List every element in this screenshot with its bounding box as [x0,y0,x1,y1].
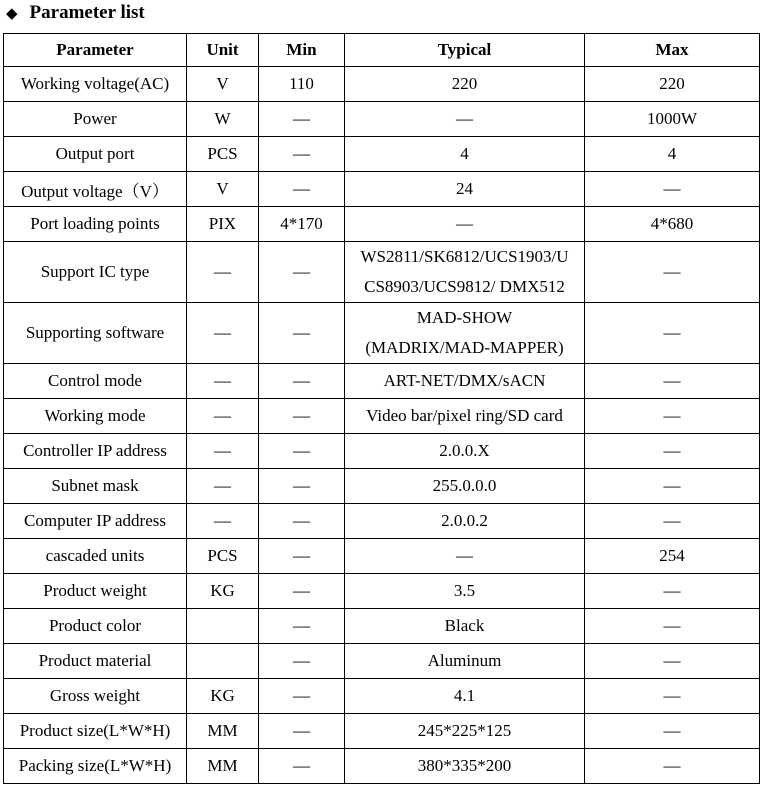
cell-parameter: Packing size(L*W*H) [4,749,187,784]
cell-parameter: Support IC type [4,242,187,303]
cell-max: — [585,609,760,644]
table-header-row [4,34,760,67]
cell-parameter: Controller IP address [4,434,187,469]
table-row [4,574,760,609]
cell-parameter: Control mode [4,364,187,399]
table-row [4,172,760,207]
cell-max: — [585,303,760,364]
cell-unit: PCS [187,539,259,574]
table-row [4,539,760,574]
cell-parameter: Product size(L*W*H) [4,714,187,749]
cell-max: — [585,434,760,469]
table-row [4,609,760,644]
cell-unit: V [187,67,259,102]
cell-unit: KG [187,679,259,714]
section-heading [6,0,145,26]
cell-unit: — [187,303,259,364]
cell-typical: 2.0.0.X [345,434,585,469]
cell-unit [187,644,259,679]
cell-typical: MAD-SHOW (MADRIX/MAD-MAPPER) [345,303,585,364]
cell-typical: 380*335*200 [345,749,585,784]
cell-min: 110 [259,67,345,102]
cell-min: — [259,303,345,364]
table-row [4,504,760,539]
table-row [4,469,760,504]
table-row [4,399,760,434]
cell-parameter: cascaded units [4,539,187,574]
cell-min: — [259,137,345,172]
table-row [4,207,760,242]
cell-typical: Video bar/pixel ring/SD card [345,399,585,434]
cell-min: — [259,609,345,644]
cell-min: — [259,172,345,207]
parameter-table [3,33,760,784]
table-row [4,714,760,749]
cell-typical: — [345,207,585,242]
cell-parameter: Power [4,102,187,137]
column-header-unit: Unit [187,34,259,67]
table-row [4,749,760,784]
cell-min: — [259,434,345,469]
table-row [4,303,760,364]
cell-max: — [585,399,760,434]
cell-unit: PCS [187,137,259,172]
cell-min: — [259,469,345,504]
cell-min: — [259,364,345,399]
diamond-bullet-icon: ◆ [6,5,18,22]
cell-unit: — [187,242,259,303]
table-row [4,679,760,714]
column-header-min: Min [259,34,345,67]
cell-typical: 2.0.0.2 [345,504,585,539]
table-row [4,644,760,679]
cell-min: — [259,399,345,434]
cell-min: — [259,102,345,137]
cell-max: — [585,504,760,539]
section-title: Parameter list [29,2,145,23]
cell-unit: — [187,504,259,539]
cell-parameter: Computer IP address [4,504,187,539]
cell-unit: PIX [187,207,259,242]
table-row [4,137,760,172]
column-header-typical: Typical [345,34,585,67]
cell-typical: — [345,539,585,574]
cell-unit: MM [187,749,259,784]
cell-unit: V [187,172,259,207]
cell-min: — [259,749,345,784]
cell-min: — [259,539,345,574]
cell-max: — [585,364,760,399]
cell-max: — [585,172,760,207]
cell-min: — [259,504,345,539]
cell-typical: Black [345,609,585,644]
cell-max: 4 [585,137,760,172]
cell-typical: 4.1 [345,679,585,714]
table-row [4,434,760,469]
cell-max: — [585,574,760,609]
cell-min: — [259,644,345,679]
cell-min: — [259,714,345,749]
cell-max: — [585,679,760,714]
cell-parameter: Supporting software [4,303,187,364]
cell-unit: W [187,102,259,137]
cell-typical: 24 [345,172,585,207]
cell-max: 1000W [585,102,760,137]
cell-max: — [585,242,760,303]
cell-max: 254 [585,539,760,574]
cell-parameter: Subnet mask [4,469,187,504]
column-header-max: Max [585,34,760,67]
cell-parameter: Working voltage(AC) [4,67,187,102]
table-body [4,67,760,784]
cell-parameter: Product weight [4,574,187,609]
cell-parameter: Gross weight [4,679,187,714]
cell-unit: MM [187,714,259,749]
cell-min: — [259,574,345,609]
cell-parameter: Product material [4,644,187,679]
cell-max: — [585,714,760,749]
cell-unit: — [187,434,259,469]
cell-unit: — [187,469,259,504]
column-header-parameter: Parameter [4,34,187,67]
cell-typical: Aluminum [345,644,585,679]
cell-max: — [585,749,760,784]
cell-min: — [259,679,345,714]
cell-parameter: Output port [4,137,187,172]
cell-typical: — [345,102,585,137]
table-row [4,67,760,102]
table-row [4,242,760,303]
cell-typical: 245*225*125 [345,714,585,749]
cell-parameter: Working mode [4,399,187,434]
cell-typical: ART-NET/DMX/sACN [345,364,585,399]
table-row [4,102,760,137]
cell-typical: WS2811/SK6812/UCS1903/U CS8903/UCS9812/ DMX512 [345,242,585,303]
cell-min: 4*170 [259,207,345,242]
cell-max: — [585,469,760,504]
cell-typical: 3.5 [345,574,585,609]
cell-parameter: Output voltage（V） [4,172,187,207]
cell-parameter: Port loading points [4,207,187,242]
cell-unit: — [187,364,259,399]
cell-max: — [585,644,760,679]
cell-max: 4*680 [585,207,760,242]
cell-parameter: Product color [4,609,187,644]
cell-typical: 220 [345,67,585,102]
cell-min: — [259,242,345,303]
cell-unit: — [187,399,259,434]
cell-max: 220 [585,67,760,102]
cell-unit [187,609,259,644]
cell-typical: 255.0.0.0 [345,469,585,504]
table-row [4,364,760,399]
cell-unit: KG [187,574,259,609]
cell-typical: 4 [345,137,585,172]
